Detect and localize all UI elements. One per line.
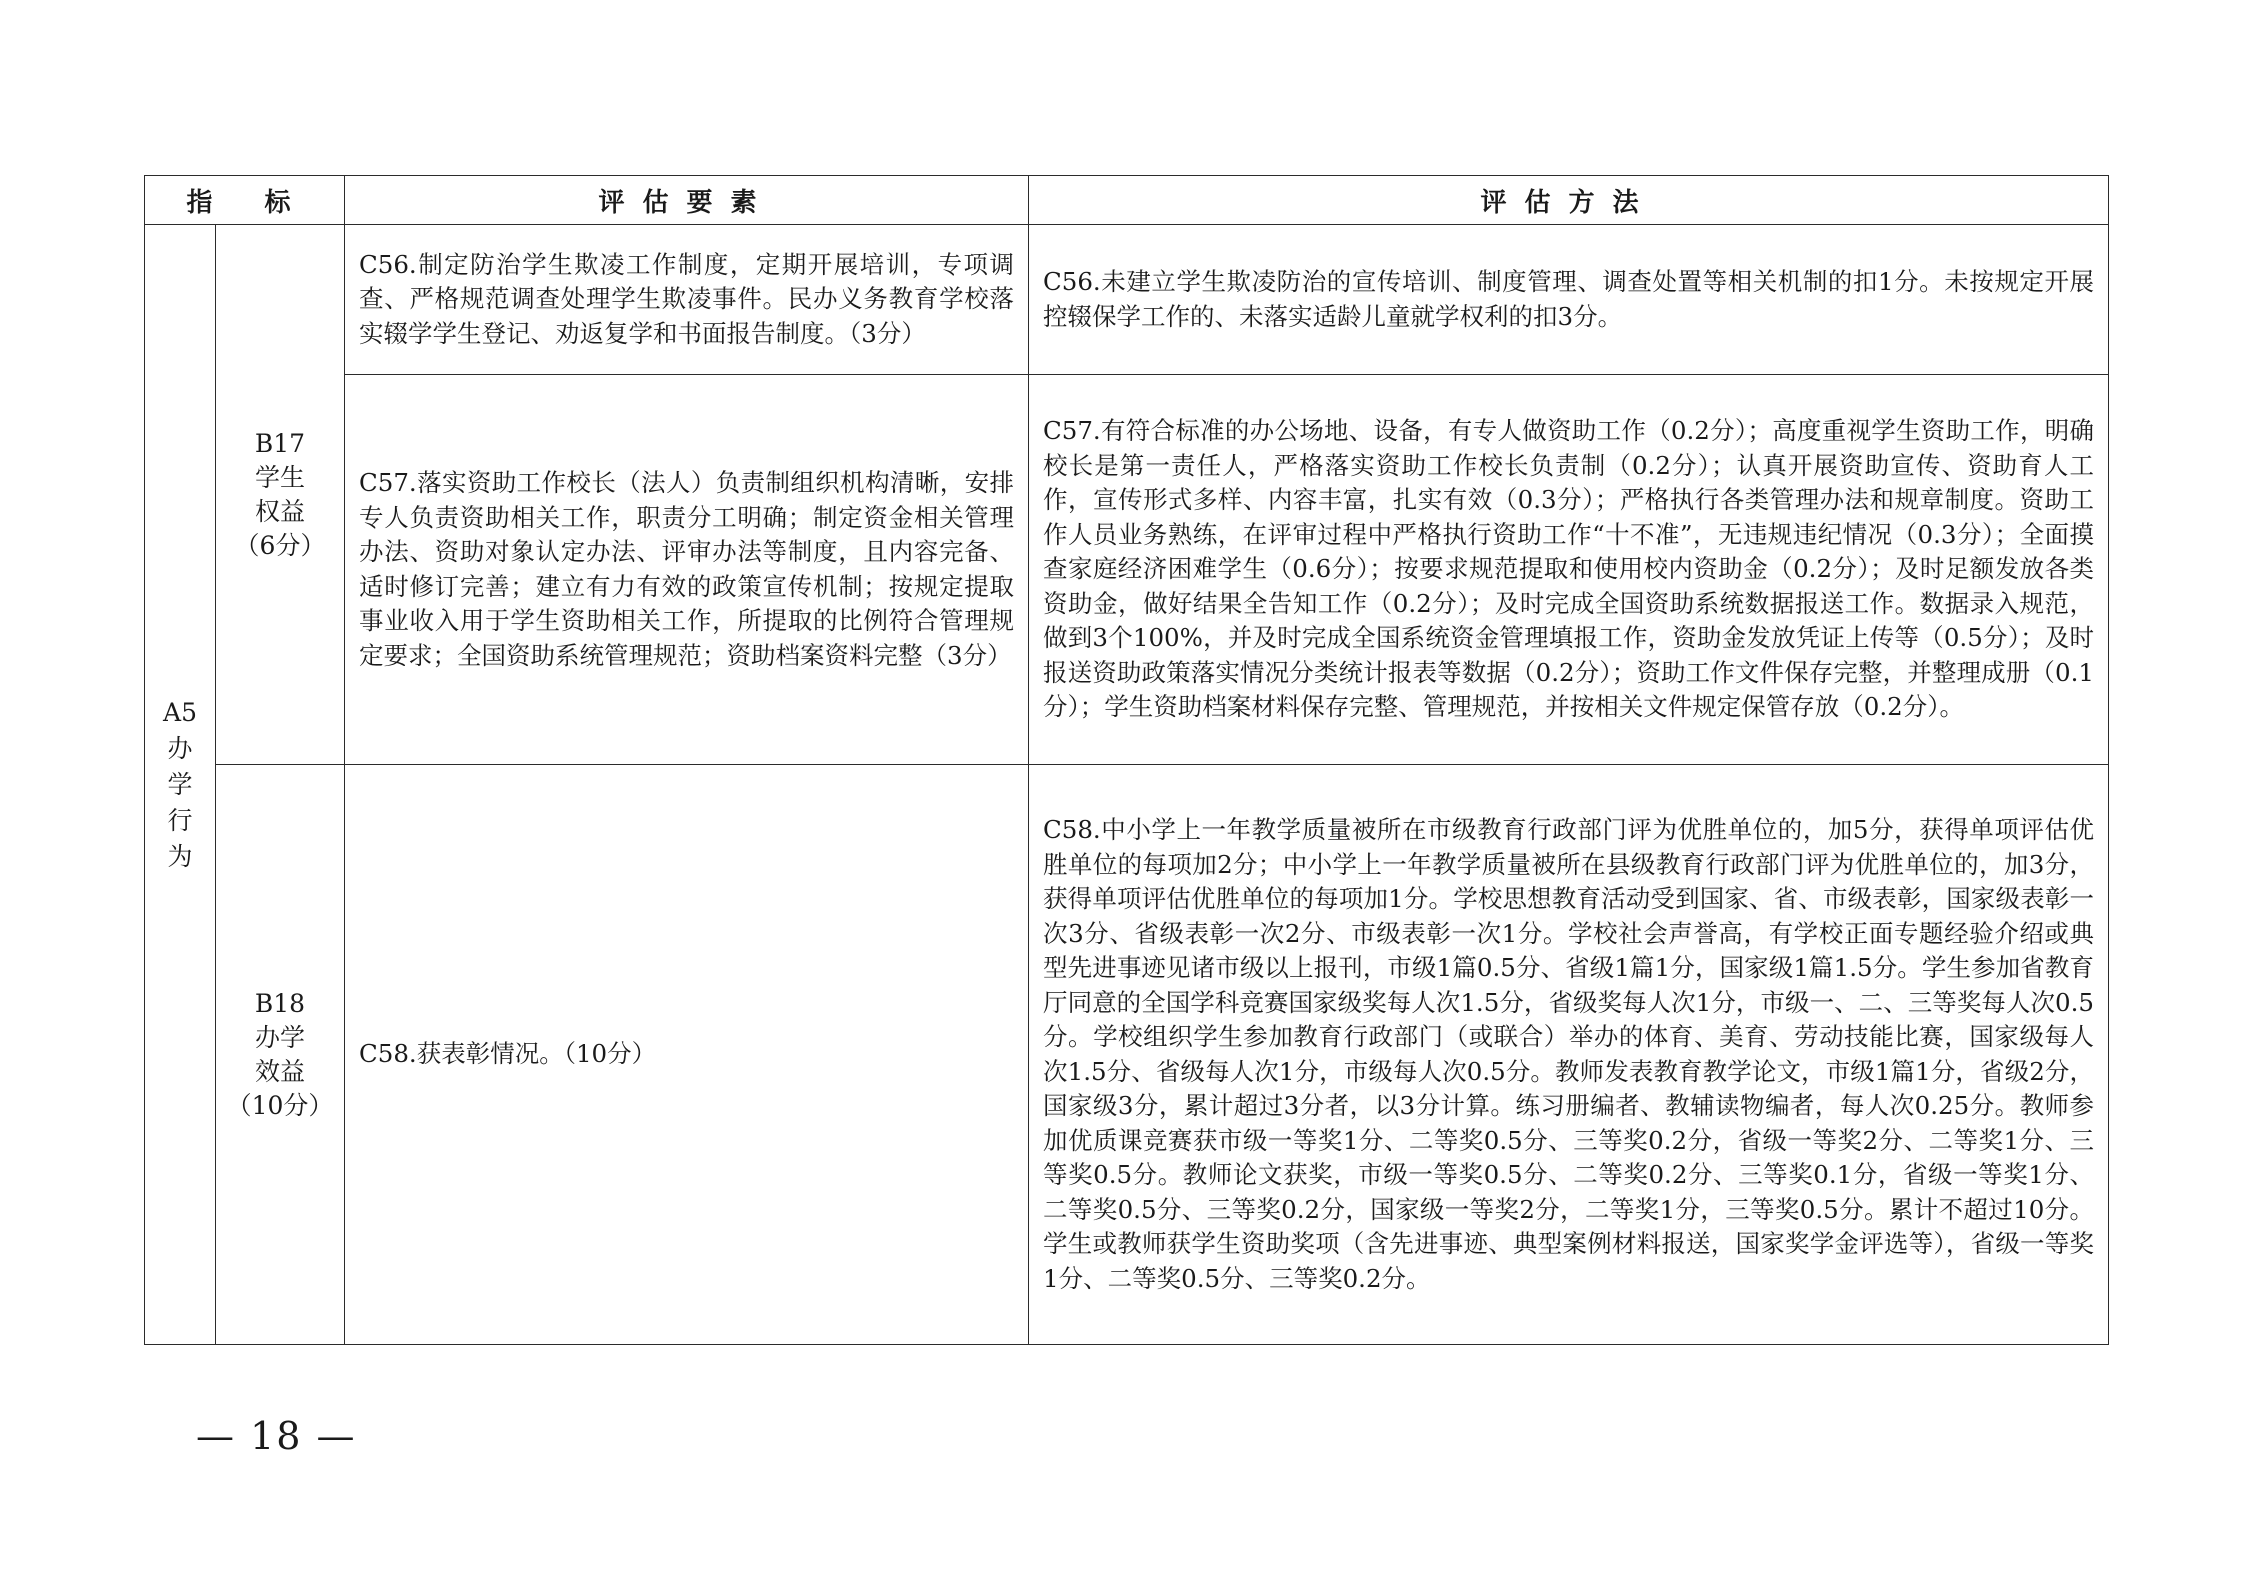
indicator-a5 (145, 225, 216, 1345)
table-row-c56 (145, 225, 2109, 375)
indicator-a5-code: A5 (163, 697, 197, 727)
table-row-c57 (145, 375, 2109, 765)
header-elements: 评估要素 (345, 176, 1029, 225)
page-number: — 18 — (196, 1414, 357, 1458)
header-indicator: 指标 (145, 176, 345, 225)
header-method: 评估方法 (1029, 176, 2109, 225)
indicator-b17-line2: 权益 (255, 496, 306, 526)
method-c56: C56.未建立学生欺凌防治的宣传培训、制度管理、调查处置等相关机制的扣1分。未按规定开展控辍保学工作的、未落实适龄儿童就学权利的扣3分。 (1029, 225, 2109, 375)
indicator-b18 (216, 765, 345, 1345)
indicator-b18-line2: 效益 (255, 1056, 306, 1086)
indicator-b17-line1: 学生 (255, 462, 306, 492)
table-row-c58 (145, 765, 2109, 1345)
indicator-b17-score: （6分） (234, 530, 326, 560)
method-c58: C58.中小学上一年教学质量被所在市级教育行政部门评为优胜单位的，加5分，获得单项评估优胜单位的每项加2分；中小学上一年教学质量被所在县级教育行政部门评为优胜单位的，加3分，获得单项评估优胜单位的每项加1分。学校思想教育活动受到国家、省、市级表彰，国家级表彰一次3分、省级表彰一次2分、市级表彰一次1分。学校社会声誉高，有学校正面专题经验介绍或典型先进事迹见诸市级以上报刊，市级1篇0.5分、省级1篇1分，国家级1篇1.5分。学生参加省教育厅同意的全国学科竞赛国家级奖每人次1.5分，省级奖每人次1分，市级一、二、三等奖每人次0.5分。学校组织学生参加教育行政部门（或联合）举办的体育、美育、劳动技能比赛，国家级每人次1.5分、省级每人次1分，市级每人次0.5分。教师发表教育教学论文，市级1篇1分，省级2分，国家级3分，累计超过3分者，以3分计算。练习册编者、教辅读物编者，每人次0.25分。教师参加优质课竞赛获市级一等奖1分、二等奖0.5分、三等奖0.2分，省级一等奖2分、二等奖1分、三等奖0.5分。教师论文获奖，市级一等奖0.5分、二等奖0.2分、三等奖0.1分，省级一等奖1分、二等奖0.5分、三等奖0.2分，国家级一等奖2分，二等奖1分，三等奖0.5分。累计不超过10分。学生或教师获学生资助奖项（含先进事迹、典型案例材料报送，国家奖学金评选等），省级一等奖1分、二等奖0.5分、三等奖0.2分。 (1029, 765, 2109, 1345)
indicator-b17 (216, 225, 345, 765)
indicator-b18-code: B18 (254, 988, 306, 1018)
indicator-a5-name: 办学行为 (167, 733, 193, 871)
element-c58: C58.获表彰情况。（10分） (345, 765, 1029, 1345)
table-header-row (145, 176, 2109, 225)
indicator-b18-score: （10分） (226, 1090, 334, 1120)
evaluation-table (144, 175, 2109, 1345)
element-c56: C56.制定防治学生欺凌工作制度，定期开展培训，专项调查、严格规范调查处理学生欺凌事件。民办义务教育学校落实辍学学生登记、劝返复学和书面报告制度。（3分） (345, 225, 1029, 375)
method-c57: C57.有符合标准的办公场地、设备，有专人做资助工作（0.2分）；高度重视学生资助工作，明确校长是第一责任人，严格落实资助工作校长负责制（0.2分）；认真开展资助宣传、资助育人工作，宣传形式多样、内容丰富，扎实有效（0.3分）；严格执行各类管理办法和规章制度。资助工作人员业务熟练，在评审过程中严格执行资助工作“十不准”，无违规违纪情况（0.3分）；全面摸查家庭经济困难学生（0.6分）；按要求规范提取和使用校内资助金（0.2分）；及时足额发放各类资助金，做好结果全告知工作（0.2分）；及时完成全国资助系统数据报送工作。数据录入规范，做到3个100%，并及时完成全国系统资金管理填报工作，资助金发放凭证上传等（0.5分）；及时报送资助政策落实情况分类统计报表等数据（0.2分）；资助工作文件保存完整，并整理成册（0.1分）；学生资助档案材料保存完整、管理规范，并按相关文件规定保管存放（0.2分）。 (1029, 375, 2109, 765)
indicator-b18-line1: 办学 (255, 1022, 306, 1052)
element-c57: C57.落实资助工作校长（法人）负责制组织机构清晰，安排专人负责资助相关工作，职责分工明确；制定资金相关管理办法、资助对象认定办法、评审办法等制度，且内容完备、适时修订完善；建立有力有效的政策宣传机制；按规定提取事业收入用于学生资助相关工作，所提取的比例符合管理规定要求；全国资助系统管理规范；资助档案资料完整（3分） (345, 375, 1029, 765)
indicator-b17-code: B17 (254, 428, 306, 458)
